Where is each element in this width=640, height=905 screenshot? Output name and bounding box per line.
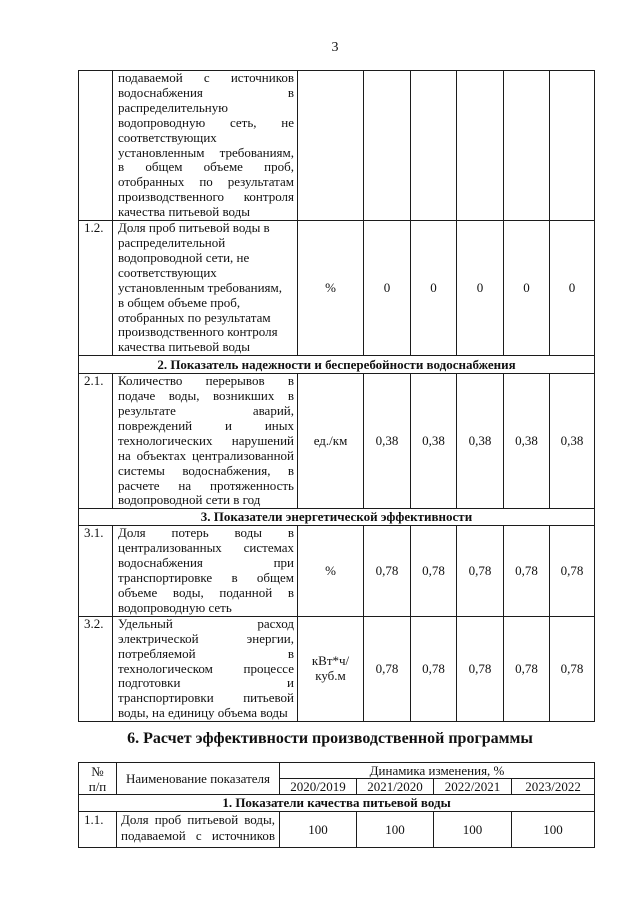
indicator-name-line: в общем объеме проб, [118, 159, 294, 175]
value-cell: 0,78 [550, 526, 595, 616]
section-row [79, 356, 595, 374]
header-number [79, 763, 117, 795]
efficiency-table [78, 762, 595, 848]
section-title: 2. Показатель надежности и бесперебойности водоснабжения [79, 356, 595, 374]
header-indicator-name: Наименование показателя [117, 763, 280, 795]
value-cell: 0,78 [364, 526, 411, 616]
unit-cell: ед./км [298, 374, 364, 509]
indicator-name-line: водоснабжения при [118, 555, 294, 571]
value-cell [457, 71, 504, 221]
indicator-name [113, 616, 298, 721]
header-year: 2023/2022 [512, 779, 595, 795]
header-row [79, 763, 595, 779]
table-row [79, 71, 595, 221]
indicator-name-line: системы водоснабжения, в [118, 462, 294, 478]
header-year: 2021/2020 [357, 779, 434, 795]
indicator-name-line: Количество перерывов в [118, 373, 294, 389]
value-cell: 100 [512, 812, 595, 848]
indicator-name-line: распределительной [118, 234, 226, 250]
value-cell: 0,78 [457, 616, 504, 721]
indicator-name-line: Доля проб питьевой воды в [118, 220, 270, 236]
table-row [79, 221, 595, 356]
unit-line: кВт*ч/ [311, 653, 350, 669]
indicator-name-line: Доля потерь воды в [118, 525, 294, 541]
header-number-line: п/п [88, 778, 107, 794]
indicator-name-line: в общем объеме проб, [118, 294, 241, 310]
indicator-name-line: транспортировки питьевой [118, 690, 294, 706]
unit-cell: % [298, 526, 364, 616]
section-row [79, 795, 595, 812]
section-title: 3. Показатели энергетической эффективности [79, 509, 595, 526]
value-cell: 0,78 [504, 526, 550, 616]
value-cell: 0,78 [504, 616, 550, 721]
indicator-name [113, 221, 298, 356]
indicator-name-line: отобранных по результатам [118, 309, 271, 325]
indicator-name [113, 71, 298, 221]
header-year: 2020/2019 [280, 779, 357, 795]
value-cell: 0,38 [550, 374, 595, 509]
indicator-name-line: подаваемой с источников [118, 70, 294, 85]
indicator-name-line: водоснабжения в [118, 84, 294, 100]
indicator-name-line: водопроводную сеть, не [118, 114, 294, 130]
indicator-name-line: результате аварий, [118, 403, 294, 419]
indicator-name-line: технологических нарушений [118, 432, 294, 448]
value-cell: 0 [364, 221, 411, 356]
row-number: 2.1. [79, 374, 113, 509]
table-row [79, 616, 595, 721]
unit-cell [298, 71, 364, 221]
unit-line: куб.м [315, 667, 346, 683]
indicator-name-line: водопроводной сети, не [118, 249, 250, 265]
indicator-name-line: на объектах централизованной [118, 447, 294, 463]
indicator-name-line: водопроводную сеть [118, 599, 232, 615]
indicator-name-line: централизованных системах [118, 540, 294, 556]
row-number: 3.1. [79, 526, 113, 616]
row-number: 1.2. [79, 221, 113, 356]
row-number [79, 71, 113, 221]
indicator-name-line: Доля проб питьевой воды, [121, 812, 275, 827]
value-cell [504, 71, 550, 221]
value-cell: 0,38 [457, 374, 504, 509]
value-cell: 0,38 [504, 374, 550, 509]
section-heading: 6. Расчет эффективности производственной программы [127, 730, 533, 747]
table-row [79, 526, 595, 616]
indicator-name-line: установленным требованиям, [118, 144, 294, 160]
indicator-name-line: объеме воды, поданной в [118, 585, 294, 600]
indicators-table [78, 70, 595, 722]
indicator-name-line: соответствующих [118, 129, 217, 145]
value-cell: 0,78 [411, 526, 457, 616]
value-cell: 100 [434, 812, 512, 848]
indicator-name-line: расчете на протяженность [118, 477, 294, 493]
indicator-name-line: подаваемой с источников [121, 827, 275, 843]
table-row [79, 812, 595, 848]
value-cell [364, 71, 411, 221]
value-cell: 0,78 [550, 616, 595, 721]
indicator-name-line: качества питьевой воды [118, 204, 251, 220]
value-cell: 100 [280, 812, 357, 848]
header-dynamics: Динамика изменения, % [280, 763, 595, 779]
indicator-name-line: качества питьевой воды [118, 339, 251, 355]
value-cell: 0 [457, 221, 504, 356]
indicator-name-line: Удельный расход [118, 616, 294, 631]
unit-cell: % [298, 221, 364, 356]
indicator-name-line: отобранных по результатам [118, 174, 294, 190]
indicator-name-line: электрической энергии, [118, 630, 294, 646]
value-cell: 100 [357, 812, 434, 848]
section-title: 1. Показатели качества питьевой воды [79, 795, 595, 812]
row-number: 3.2. [79, 616, 113, 721]
indicator-name-line: соответствующих [118, 264, 217, 280]
indicator-name-line: подготовки и [118, 675, 294, 691]
indicator-name [113, 526, 298, 616]
value-cell [411, 71, 457, 221]
indicator-name-line: распределительную [118, 99, 228, 115]
indicator-name-line: производственного контроля [118, 189, 294, 205]
section-row [79, 509, 595, 526]
page-number: 3 [331, 40, 339, 55]
value-cell: 0 [411, 221, 457, 356]
indicator-name [113, 374, 298, 509]
value-cell: 0 [504, 221, 550, 356]
indicator-name-line: производственного контроля [118, 324, 278, 340]
indicator-name-line: установленным требованиям, [118, 279, 283, 295]
value-cell: 0,38 [411, 374, 457, 509]
value-cell: 0,78 [364, 616, 411, 721]
value-cell [550, 71, 595, 221]
table-row [79, 374, 595, 509]
indicator-name-line: воды, на единицу объема воды [118, 705, 288, 721]
indicator-name [117, 812, 280, 848]
value-cell: 0,78 [457, 526, 504, 616]
header-number-line: № [91, 763, 104, 779]
header-year: 2022/2021 [434, 779, 512, 795]
indicator-name-line: водопроводной сети в год [118, 492, 261, 508]
indicator-name-line: подаче воды, возникших в [118, 388, 294, 404]
value-cell: 0 [550, 221, 595, 356]
indicator-name-line: технологическом процессе [118, 660, 294, 676]
row-number: 1.1. [79, 812, 117, 848]
indicator-name-line: повреждений и иных [118, 417, 294, 433]
indicator-name-line: транспортировке в общем [118, 570, 294, 586]
value-cell: 0,78 [411, 616, 457, 721]
value-cell: 0,38 [364, 374, 411, 509]
indicator-name-line: потребляемой в [118, 645, 294, 661]
unit-cell [298, 616, 364, 721]
